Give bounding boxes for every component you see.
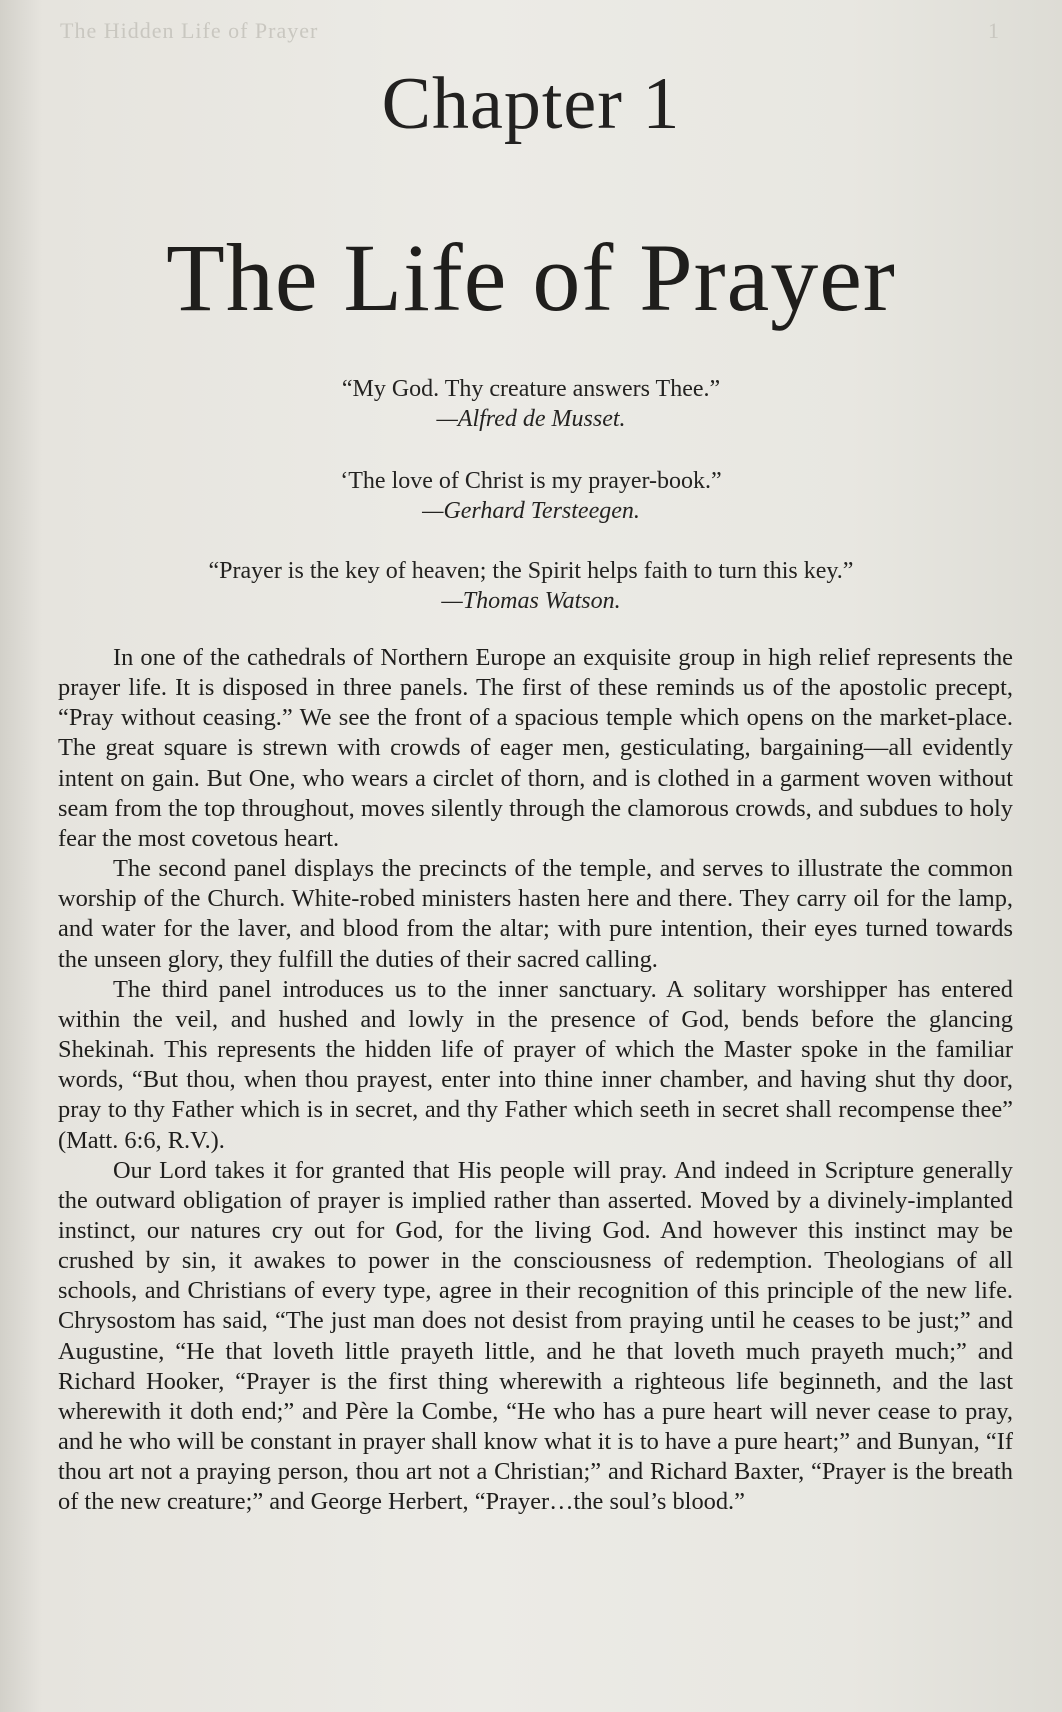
paragraph: The second panel displays the precincts of the temple, and serves to illustrate the common worship of the Church. White-robed ministers hasten here and there. They carry oil for the lamp, and water for the laver, and blood from the altar; with pure intention, their eyes turned towards the unseen glory, they fulfill the duties of their sacred calling. bbox=[58, 855, 1013, 973]
epigraph-quote: ‘The love of Christ is my prayer-book.” bbox=[340, 468, 722, 494]
page-number: 1 bbox=[988, 18, 1000, 43]
chapter-title: The Life of Prayer bbox=[166, 224, 896, 331]
paragraph: Our Lord takes it for granted that His people will pray. And indeed in Scripture generally the outward obligation of prayer is implied rather than asserted. Moved by a divinely-implanted instinct, our natures cry out for God, for the living God. And however this instinct may be crushed by sin, it awakes to power in the consciousness of redemption. Theologians of all schools, and Christians of every type, agree in their recognition of this principle of the new life. Chrysostom has said, “The just man does not desist from praying until he ceases to be just;” and Augustine, “He that loveth little prayeth little, and he that loveth much prayeth much;” and Richard Hooker, “Prayer is the first thing wherewith a righteous life beginneth, and the last wherewith it doth end;” and Père la Combe, “He who has a pure heart will never cease to pray, and he who will be constant in prayer shall know what it is to have a pure heart;” and Bunyan, “If thou art not a praying person, thou art not a Christian;” and Richard Baxter, “Prayer is the breath of the new creature;” and George Herbert, “Prayer…the soul’s blood.” bbox=[58, 1156, 1013, 1516]
chapter-number: Chapter 1 bbox=[381, 63, 681, 145]
body-text bbox=[58, 643, 1013, 1518]
paragraph: In one of the cathedrals of Northern Europe an exquisite group in high relief represents the prayer life. It is disposed in three panels. The first of these reminds us of the apostolic precept, “Pray without ceasing.” We see the front of a spacious temple which opens on the market-place. The great square is strewn with crowds of eager men, gesticulating, bargaining—all evidently intent on gain. But One, who wears a circlet of thorn, and is clothed in a garment woven without seam from the top throughout, moves silently through the clamorous crowds, and subdues to holy fear the most covetous heart. bbox=[58, 644, 1013, 852]
epigraph bbox=[0, 466, 1062, 526]
epigraph bbox=[0, 556, 1062, 616]
paragraph: The third panel introduces us to the inner sanctuary. A solitary worshipper has entered within the veil, and hushed and lowly in the presence of God, bends before the glancing Shekinah. This represents the hidden life of prayer of which the Master spoke in the familiar words, “But thou, when thou prayest, enter into thine inner chamber, and having shut thy door, pray to thy Father which is in secret, and thy Father which seeth in secret shall recompense thee” (Matt. 6:6, R.V.). bbox=[58, 975, 1013, 1154]
epigraph-quote: “My God. Thy creature answers Thee.” bbox=[341, 376, 721, 402]
epigraph-quote: “Prayer is the key of heaven; the Spirit helps faith to turn this key.” bbox=[208, 558, 854, 584]
epigraph bbox=[0, 374, 1062, 434]
epigraph-author: —Alfred de Musset. bbox=[436, 406, 626, 432]
running-head-title: The Hidden Life of Prayer bbox=[60, 18, 319, 43]
epigraph-author: —Thomas Watson. bbox=[441, 588, 621, 614]
epigraph-author: —Gerhard Tersteegen. bbox=[422, 498, 640, 524]
